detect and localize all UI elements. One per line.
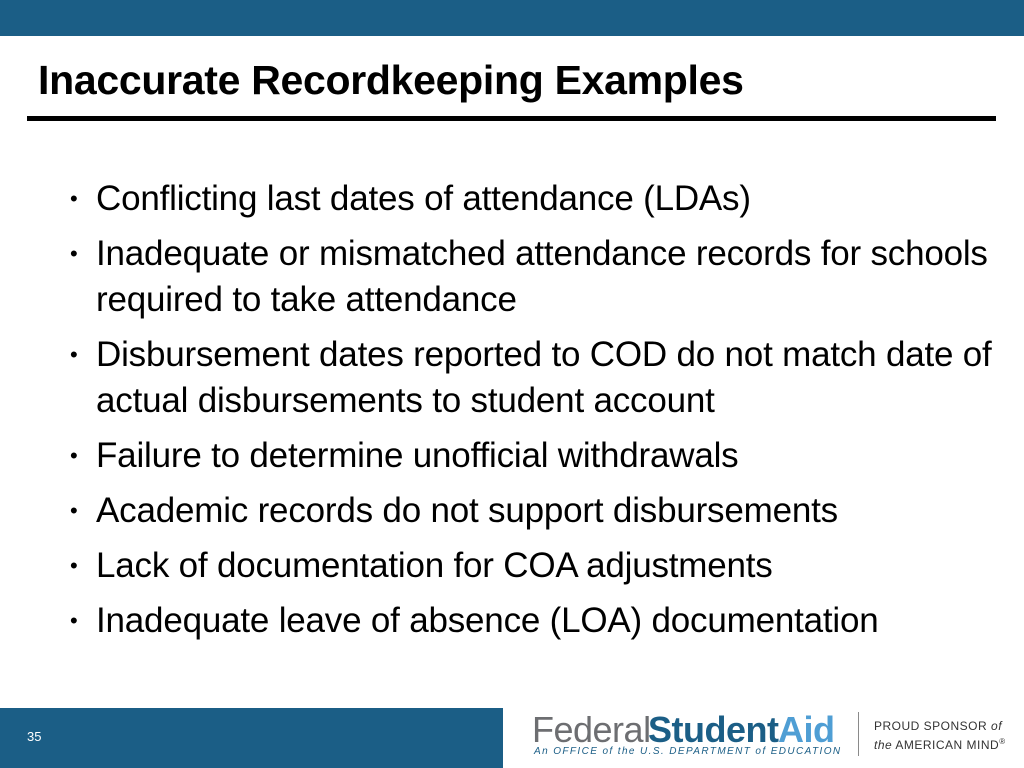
bullet-icon: • [70, 608, 78, 633]
footer-band [0, 708, 503, 768]
bullet-item [66, 488, 996, 534]
sponsor-prefix: PROUD SPONSOR [874, 719, 988, 733]
federal-student-aid-logo [532, 708, 852, 768]
logo-student-text: Student [648, 709, 779, 750]
bullet-icon: • [70, 553, 78, 578]
logo-divider [858, 712, 859, 756]
logo-tagline: An OFFICE of the U.S. DEPARTMENT of EDUCATION [534, 746, 842, 757]
sponsor-line-1 [874, 718, 1006, 734]
sponsor-mark [874, 718, 1006, 753]
bullet-item [66, 598, 996, 644]
bullet-icon: • [70, 186, 78, 211]
bullet-item [66, 433, 996, 479]
bullet-item [66, 231, 996, 323]
slide-title: Inaccurate Recordkeeping Examples [38, 57, 744, 103]
logo-federal-text: Federal [532, 709, 651, 750]
sponsor-the: the [874, 738, 893, 752]
bullet-icon: • [70, 342, 78, 367]
sponsor-line-2 [874, 734, 1006, 753]
registered-mark-icon: ® [999, 737, 1006, 746]
page-number: 35 [27, 729, 42, 744]
sponsor-of: of [991, 719, 1003, 733]
bullet-list [66, 176, 996, 653]
bullet-item [66, 332, 996, 424]
title-underline [27, 116, 996, 121]
bullet-item [66, 543, 996, 589]
top-band [0, 0, 1024, 36]
bullet-text: Disbursement dates reported to COD do not match date of actual disbursements to student account [96, 335, 992, 420]
bullet-text: Failure to determine unofficial withdrawals [96, 436, 739, 475]
bullet-item [66, 176, 996, 222]
bullet-text: Academic records do not support disbursements [96, 491, 838, 530]
bullet-icon: • [70, 443, 78, 468]
bullet-text: Inadequate leave of absence (LOA) documentation [96, 601, 879, 640]
sponsor-american-mind: AMERICAN MIND [895, 738, 1000, 752]
bullet-icon: • [70, 498, 78, 523]
bullet-text: Lack of documentation for COA adjustments [96, 546, 773, 585]
bullet-text: Conflicting last dates of attendance (LDAs) [96, 179, 751, 218]
bullet-icon: • [70, 241, 78, 266]
logo-aid-text: Aid [778, 709, 835, 750]
bullet-text: Inadequate or mismatched attendance records for schools required to take attendance [96, 234, 988, 319]
